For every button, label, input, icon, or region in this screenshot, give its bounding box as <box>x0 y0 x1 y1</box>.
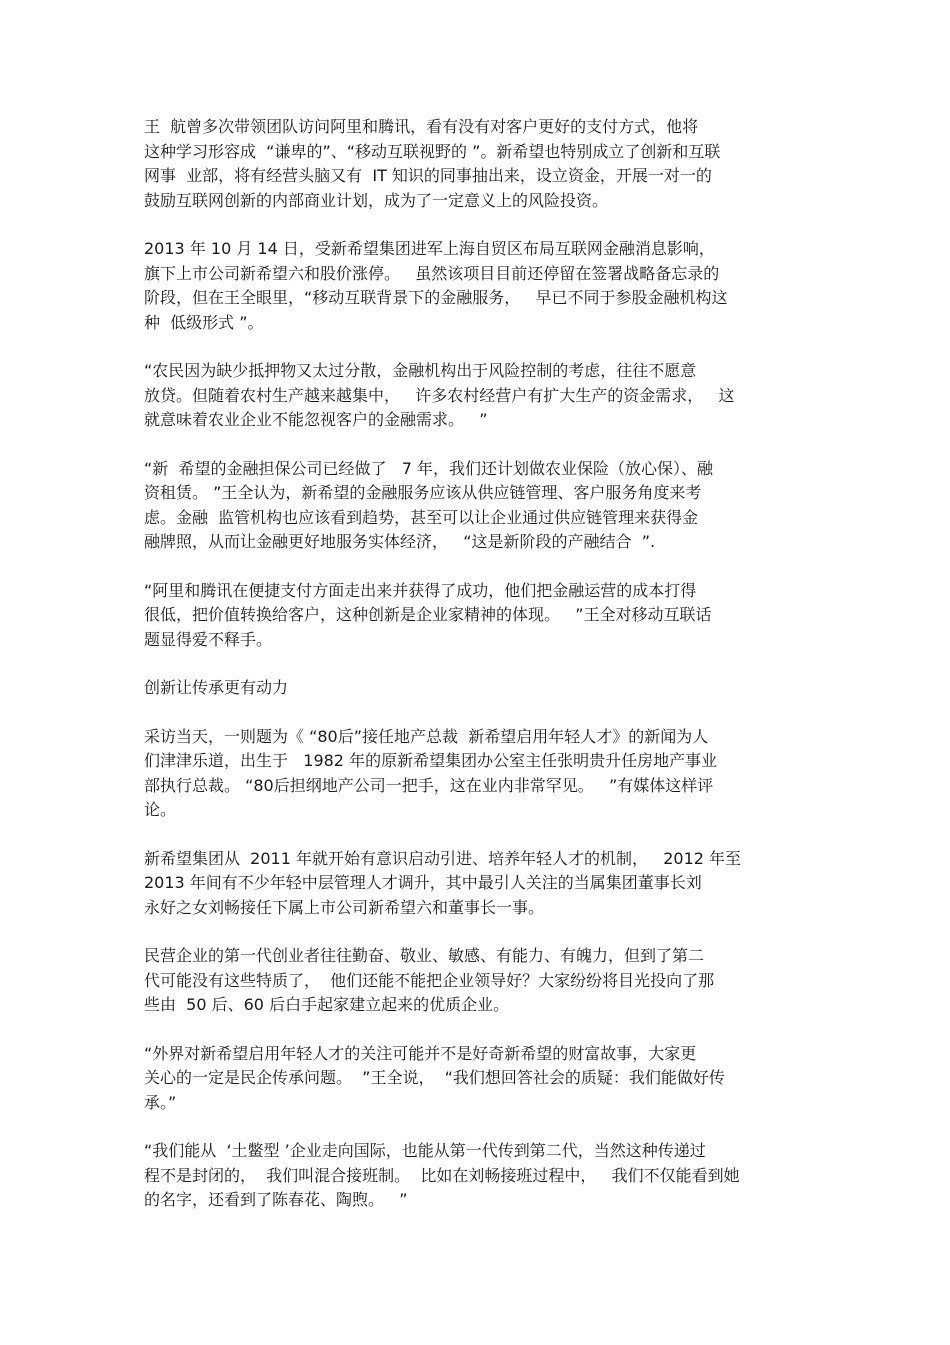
text-line: 题显得爱不释手。 <box>144 629 273 649</box>
text-line: “阿里和腾讯在便捷支付方面走出来并获得了成功，他们把金融运营的成本打得 <box>144 580 697 600</box>
text-line: 们津津乐道，出生于 1982 年的原新希望集团办公室主任张明贵升任房地产事业 <box>144 751 718 770</box>
paragraph-2 <box>144 237 812 335</box>
paragraph-4 <box>144 457 812 555</box>
text-line: 放贷。但随着农村生产越来越集中， 许多农村经营户有扩大生产的资金需求， 这 <box>144 385 735 405</box>
text-line: 代可能没有这些特质了， 他们还能不能把企业领导好？大家纷纷将目光投向了那 <box>144 970 715 990</box>
paragraph-10 <box>144 1139 812 1213</box>
text-line: “农民因为缺少抵押物又太过分散，金融机构出于风险控制的考虑，往往不愿意 <box>144 361 697 380</box>
text-line: 些由 50 后、60 后白手起家建立起来的优质企业。 <box>144 995 510 1014</box>
text-line: “我们能从 ‘土鳖型 ’企业走向国际，也能从第一代传到第二代，当然这种传递过 <box>144 1141 706 1160</box>
text-line: 新希望集团从 2011 年就开始有意识启动引进、培养年轻人才的机制， 2012 年至 <box>144 848 742 868</box>
text-line: 永好之女刘畅接任下属上市公司新希望六和董事长一事。 <box>144 897 545 917</box>
text-line: 2013 年间有不少年轻中层管理人才调升，其中最引人关注的当属集团董事长刘 <box>144 873 702 892</box>
text-line: 融牌照，从而让金融更好地服务实体经济， “这是新阶段的产融结合 ”. <box>144 532 656 551</box>
paragraph-9 <box>144 1042 812 1116</box>
text-line: 网事 业部，将有经营头脑又有 IT 知识的同事抽出来，设立资金，开展一对一的 <box>144 166 712 185</box>
paragraph-8 <box>144 944 812 1018</box>
text-line: “外界对新希望启用年轻人才的关注可能并不是好奇新希望的财富故事，大家更 <box>144 1043 697 1063</box>
text-line: 承。” <box>144 1092 177 1112</box>
text-line: 采访当天，一则题为《 “80后”接任地产总裁 新希望启用年轻人才》的新闻为人 <box>144 726 709 746</box>
paragraph-3 <box>144 359 812 433</box>
paragraph-6 <box>144 725 812 823</box>
text-line: 鼓励互联网创新的内部商业计划，成为了一定意义上的风险投资。 <box>144 190 609 210</box>
text-line: 阶段，但在王全眼里，“移动互联背景下的金融服务， 早已不同于参股金融机构这 <box>144 288 728 307</box>
text-line: 2013 年 10 月 14 日，受新希望集团进军上海自贸区布局互联网金融消息影响， <box>144 239 715 258</box>
text-line: 关心的一定是民企传承问题。 ”王全说， “我们想回答社会的质疑：我们能做好传 <box>144 1068 725 1087</box>
text-line: 虑。金融 监管机构也应该看到趋势，甚至可以让企业通过供应链管理来获得金 <box>144 507 699 527</box>
paragraph-1 <box>144 115 812 213</box>
text-line: 程不是封闭的， 我们叫混合接班制。 比如在刘畅接班过程中， 我们不仅能看到她 <box>144 1165 740 1185</box>
text-line: 论。 <box>144 800 177 819</box>
text-line: 民营企业的第一代创业者往往勤奋、敬业、敏感、有能力、有魄力，但到了第二 <box>144 946 705 965</box>
text-line: 资租赁。 ”王全认为，新希望的金融服务应该从供应链管理、客户服务角度来考 <box>144 483 702 502</box>
section-heading: 创新让传承更有动力 <box>144 678 289 697</box>
text-line: 王 航曾多次带领团队访问阿里和腾讯，看有没有对客户更好的支付方式，他将 <box>144 117 699 136</box>
text-line: “新 希望的金融担保公司已经做了 7 年，我们还计划做农业保险（放心保）、融 <box>144 458 713 478</box>
text-line: 的名字，还看到了陈春花、陶煦。 ” <box>144 1190 408 1209</box>
document-body <box>144 115 812 1237</box>
text-line: 种 低级形式 ”。 <box>144 312 264 332</box>
text-line: 这种学习形容成 “谦卑的”、“移动互联视野的 ”。新希望也特别成立了创新和互联 <box>144 141 721 161</box>
paragraph-5 <box>144 579 812 653</box>
text-line: 部执行总裁。 “80后担纲地产公司一把手，这在业内非常罕见。 ”有媒体这样评 <box>144 775 714 795</box>
text-line: 就意味着农业企业不能忽视客户的金融需求。 ” <box>144 410 488 429</box>
paragraph-7 <box>144 847 812 921</box>
text-line: 很低，把价值转换给客户，这种创新是企业家精神的体现。 ”王全对移动互联话 <box>144 605 712 624</box>
text-line: 旗下上市公司新希望六和股价涨停。 虽然该项目目前还停留在签署战略备忘录的 <box>144 263 720 283</box>
